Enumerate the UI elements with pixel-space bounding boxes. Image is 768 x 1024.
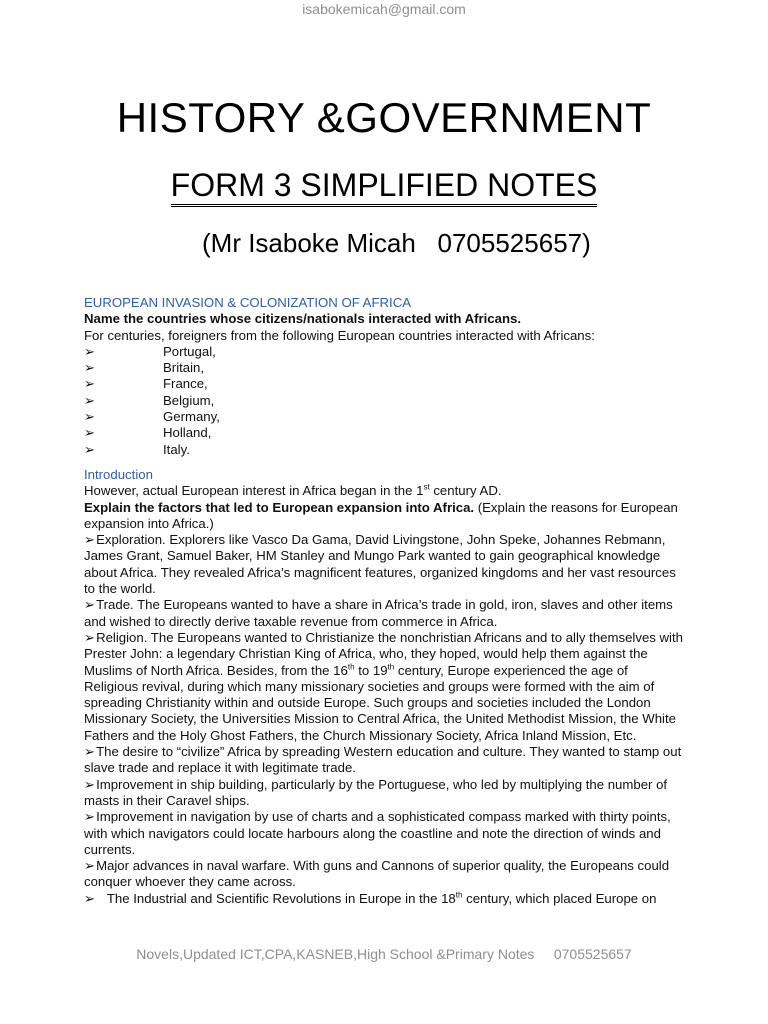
point-exploration: ➢Exploration. Explorers like Vasco Da Gama, David Livingstone, John Speke, Johannes Rebmann, James Grant, Samuel Baker, HM Stanley and Mungo Park wanted to gain geographical knowledge about Africa. They revealed Africa’s magnificent features, organized kingdoms and her vast resources to the world.: [84, 532, 676, 597]
arrow-bullet-icon: ➢: [84, 890, 96, 906]
header-email: isabokemicah@gmail.com: [302, 1, 466, 17]
list-item: ➢ Belgium,: [84, 392, 215, 408]
factors-question: Explain the factors that led to European expansion into Africa. (Explain the reasons for European expansion into Africa.): [84, 499, 678, 531]
point-civilize: ➢The desire to “civilize” Africa by spreading Western education and culture. They wanted to stamp out slave trade and replace it with legitimate trade.: [84, 744, 682, 776]
arrow-bullet-icon: ➢: [84, 392, 96, 408]
point-religion: ➢Religion. The Europeans wanted to Christianize the nonchristian Africans and to ally themselves with Prester John: a legendary Christian King of Africa, who, they hoped, would help them against the Muslims of North Africa. Besides, from the 16th to 19th century, Europe experienced the age of Religious revival, during which many missionary societies and groups were formed with the aim of spreading Christianity within and outside Europe. Such groups and societies included the London Missionary Society, the Universities Mission to Central Africa, the United Methodist Mission, the White Fathers and the Holy Ghost Fathers, the Church Missionary Society, Africa Inland Mission, Etc.: [84, 629, 683, 743]
countries-list: [84, 344, 684, 458]
list-item: ➢ France,: [84, 376, 208, 392]
section-heading: EUROPEAN INVASION & COLONIZATION OF AFRICA: [84, 295, 412, 310]
arrow-bullet-icon: ➢: [84, 858, 96, 874]
arrow-bullet-icon: ➢: [84, 629, 96, 645]
point-trade: ➢Trade. The Europeans wanted to have a share in Africa’s trade in gold, iron, slaves and other items and wished to directly derive taxable revenue from commerce in Africa.: [84, 597, 673, 629]
arrow-bullet-icon: ➢: [84, 425, 96, 441]
document-title: HISTORY &GOVERNMENT: [116, 94, 652, 141]
section-intro-line: For centuries, foreigners from the following European countries interacted with Africans:: [84, 327, 595, 343]
document-body: [84, 295, 684, 907]
list-item: ➢ Italy.: [84, 441, 190, 457]
arrow-bullet-icon: ➢: [84, 776, 96, 792]
arrow-bullet-icon: ➢: [84, 532, 96, 548]
list-item: ➢ Holland,: [84, 425, 212, 441]
subtitle-text: FORM 3 SIMPLIFIED NOTES: [171, 167, 598, 207]
point-industrial-revolution: ➢ The Industrial and Scientific Revolutions in Europe in the 18th century, which placed Europe on: [84, 890, 657, 906]
point-naval-warfare: ➢Major advances in naval warfare. With guns and Cannons of superior quality, the Europeans could conquer whoever they came across.: [84, 858, 670, 890]
author-line: (Mr Isaboke Micah 0705525657): [202, 228, 591, 258]
arrow-bullet-icon: ➢: [84, 441, 96, 457]
section-question: Name the countries whose citizens/nationals interacted with Africans.: [84, 311, 522, 327]
arrow-bullet-icon: ➢: [84, 809, 96, 825]
list-item: ➢ Britain,: [84, 360, 205, 376]
arrow-bullet-icon: ➢: [84, 597, 96, 613]
arrow-bullet-icon: ➢: [84, 409, 96, 425]
introduction-heading: Introduction: [84, 466, 153, 482]
arrow-bullet-icon: ➢: [84, 360, 96, 376]
footer-advert: Novels,Updated ICT,CPA,KASNEB,High School &Primary Notes 0705525657: [136, 946, 632, 962]
point-ship-building: ➢Improvement in ship building, particularly by the Portuguese, who led by multiplying the number of masts in their Caravel ships.: [84, 776, 668, 808]
list-item: ➢ Germany,: [84, 409, 220, 425]
arrow-bullet-icon: ➢: [84, 376, 96, 392]
arrow-bullet-icon: ➢: [84, 343, 96, 359]
introduction-line: However, actual European interest in Africa began in the 1st century AD.: [84, 482, 502, 499]
point-navigation: ➢Improvement in navigation by use of charts and a sophisticated compass marked with thirty points, with which navigators could locate harbours along the coastline and note the direction of winds and currents.: [84, 809, 671, 857]
arrow-bullet-icon: ➢: [84, 744, 96, 760]
document-subtitle: [0, 165, 768, 205]
list-item: ➢ Portugal,: [84, 343, 216, 359]
